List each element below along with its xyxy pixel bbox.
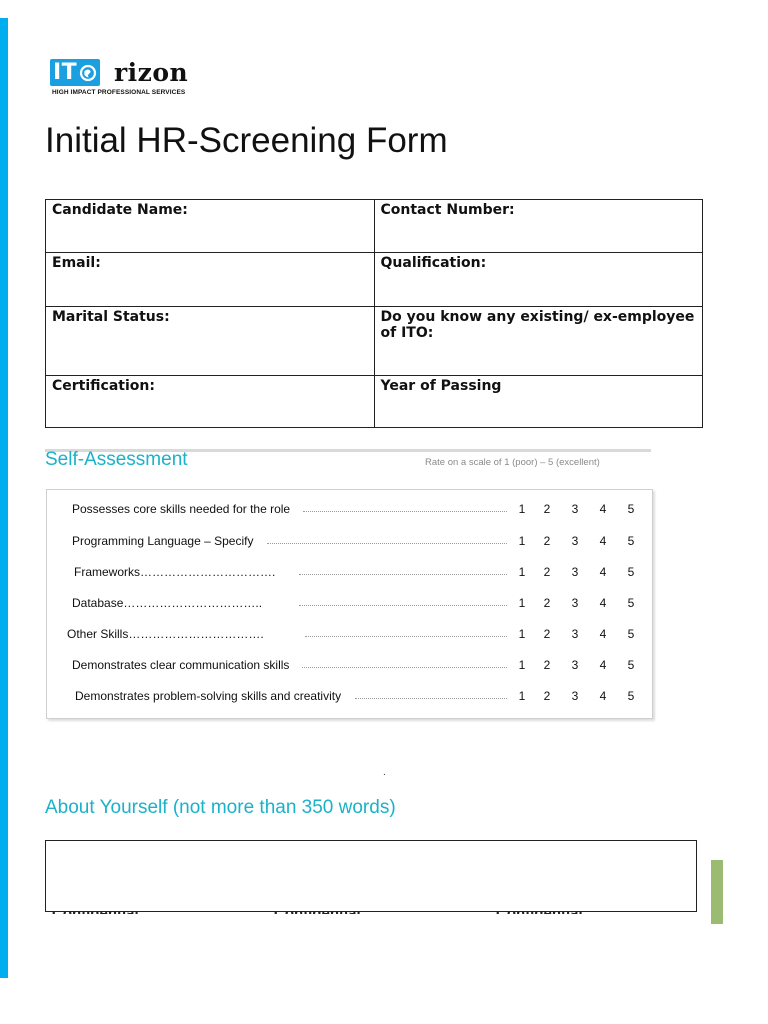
rating-option[interactable]: 1 [518, 534, 526, 548]
self-assessment-box [46, 489, 653, 719]
rating-option[interactable]: 5 [627, 658, 635, 672]
rating-option[interactable]: 5 [627, 627, 635, 641]
rating-option[interactable]: 1 [518, 565, 526, 579]
dotted-leader [305, 636, 507, 637]
dotted-leader [303, 511, 507, 512]
rating-option[interactable]: 3 [571, 534, 579, 548]
contact-number-field[interactable]: Contact Number: [374, 200, 703, 253]
rating-option[interactable]: 3 [571, 658, 579, 672]
logo-it-badge [50, 59, 100, 86]
rating-option[interactable]: 3 [571, 627, 579, 641]
year-of-passing-field[interactable]: Year of Passing [374, 376, 703, 428]
rating-option[interactable]: 2 [543, 658, 551, 672]
assessment-item-label: Programming Language – Specify [72, 534, 254, 548]
rating-option[interactable]: 3 [571, 565, 579, 579]
rating-option[interactable]: 5 [627, 502, 635, 516]
assessment-item-label: Demonstrates clear communication skills [72, 658, 290, 672]
list-item [47, 655, 652, 675]
marital-status-field[interactable]: Marital Status: [46, 307, 375, 376]
logo-it-text: IT [53, 60, 78, 85]
logo-rizon-text: rizon [114, 58, 189, 87]
list-item [47, 686, 652, 706]
list-item [47, 593, 652, 613]
candidate-name-field[interactable]: Candidate Name: [46, 200, 375, 253]
table-row [46, 253, 703, 307]
dotted-leader [302, 667, 507, 668]
page-title: Initial HR-Screening Form [45, 121, 448, 160]
rating-option[interactable]: 2 [543, 596, 551, 610]
assessment-item-label: Possesses core skills needed for the role [72, 502, 291, 516]
dotted-leader [299, 605, 507, 606]
rating-option[interactable]: 4 [599, 658, 607, 672]
rating-option[interactable]: 5 [627, 596, 635, 610]
rating-option[interactable]: 4 [599, 689, 607, 703]
list-item [47, 624, 652, 644]
rating-option[interactable]: 5 [627, 565, 635, 579]
rating-option[interactable]: 3 [571, 689, 579, 703]
table-row [46, 376, 703, 428]
dotted-leader [355, 698, 507, 699]
rating-option[interactable]: 1 [518, 689, 526, 703]
rating-option[interactable]: 1 [518, 627, 526, 641]
left-accent-bar [0, 18, 8, 978]
assessment-item-label: Demonstrates problem-solving skills and creativity [75, 689, 342, 703]
rating-option[interactable]: 4 [599, 627, 607, 641]
rating-option[interactable]: 4 [599, 596, 607, 610]
certification-field[interactable]: Certification: [46, 376, 375, 428]
list-item [47, 499, 652, 519]
table-row [46, 200, 703, 253]
globe-icon [79, 64, 97, 82]
dotted-leader [267, 543, 507, 544]
existing-employee-field[interactable]: Do you know any existing/ ex-employee of ITO: [374, 307, 703, 376]
rating-option[interactable]: 1 [518, 658, 526, 672]
table-row [46, 307, 703, 376]
about-yourself-heading: About Yourself (not more than 350 words) [45, 797, 396, 818]
rating-option[interactable]: 2 [543, 627, 551, 641]
self-assessment-heading: Self-Assessment [45, 449, 188, 470]
rating-option[interactable]: 1 [518, 502, 526, 516]
rating-option[interactable]: 2 [543, 689, 551, 703]
stray-mark: . [383, 767, 386, 778]
rating-option[interactable]: 3 [571, 596, 579, 610]
rating-option[interactable]: 4 [599, 502, 607, 516]
logo-tagline: HIGH IMPACT PROFESSIONAL SERVICES [52, 89, 186, 96]
list-item [47, 562, 652, 582]
rating-option[interactable]: 5 [627, 689, 635, 703]
right-accent-bar [711, 860, 723, 924]
rating-scale-note: Rate on a scale of 1 (poor) – 5 (excellent) [425, 457, 600, 468]
assessment-item-label: Frameworks……………………………. [74, 565, 276, 579]
company-logo [50, 57, 210, 101]
rating-option[interactable]: 2 [543, 565, 551, 579]
rating-option[interactable]: 2 [543, 534, 551, 548]
email-field[interactable]: Email: [46, 253, 375, 307]
dotted-leader [299, 574, 507, 575]
rating-option[interactable]: 4 [599, 565, 607, 579]
rating-option[interactable]: 3 [571, 502, 579, 516]
candidate-info-table [45, 199, 703, 428]
list-item [47, 531, 652, 551]
rating-option[interactable]: 5 [627, 534, 635, 548]
qualification-field[interactable]: Qualification: [374, 253, 703, 307]
rating-option[interactable]: 4 [599, 534, 607, 548]
rating-option[interactable]: 2 [543, 502, 551, 516]
assessment-item-label: Database…………………………….. [72, 596, 263, 610]
about-yourself-textbox[interactable] [45, 840, 697, 912]
rating-option[interactable]: 1 [518, 596, 526, 610]
assessment-item-label: Other Skills……………………………. [67, 627, 264, 641]
